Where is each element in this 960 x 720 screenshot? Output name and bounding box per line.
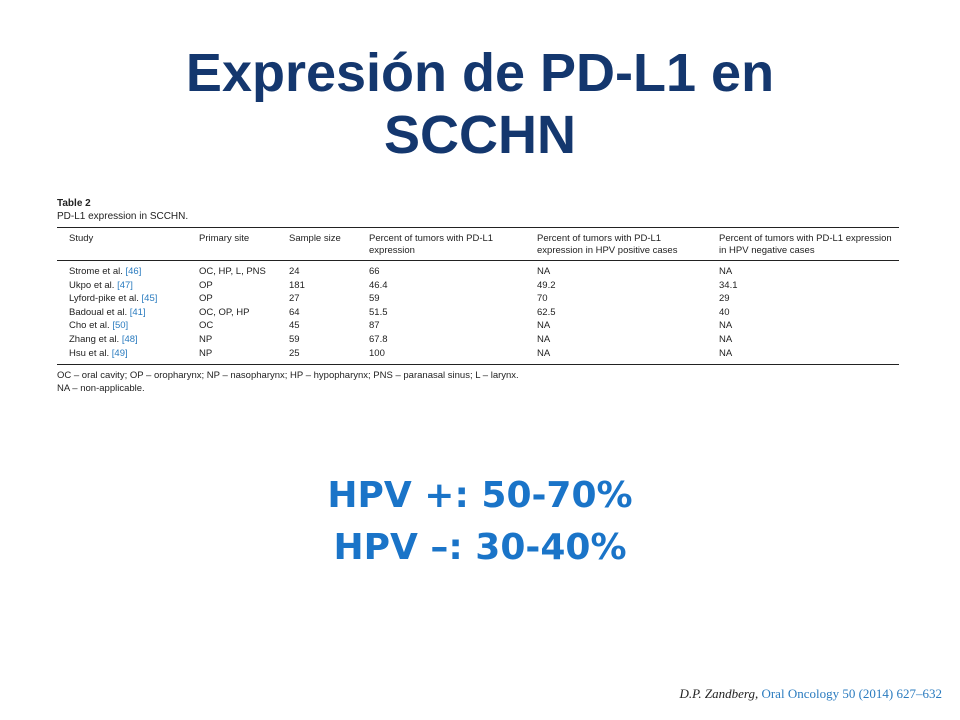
cell-sample-size: 181 <box>289 279 305 291</box>
cell-sample-size: 45 <box>289 320 300 332</box>
cell-sample-size: 64 <box>289 306 300 318</box>
cell-site: OC <box>199 320 214 332</box>
table-row <box>57 306 899 320</box>
cell-site: OP <box>199 279 213 291</box>
cell-sample-size: 59 <box>289 333 300 345</box>
reference-link[interactable]: [47] <box>117 279 133 291</box>
cell-percent: 59 <box>369 293 380 305</box>
cell-hpv-positive: 49.2 <box>537 279 556 291</box>
table-row <box>57 279 899 293</box>
cell-study: Strome et al. [46] <box>69 266 142 277</box>
cell-study: Hsu et al. [49] <box>57 347 187 365</box>
slide-title-line1: Expresión de PD-L1 en <box>185 43 775 103</box>
slide-title <box>0 42 960 166</box>
cell-hpv-negative: NA <box>707 347 899 365</box>
header-study: Study <box>57 228 187 261</box>
reference-link[interactable]: [46] <box>125 266 142 277</box>
cell-hpv-positive: NA <box>537 320 551 332</box>
cell-study: Badoual et al. [41] <box>69 306 146 318</box>
reference-link[interactable]: [45] <box>141 293 158 305</box>
cell-hpv-negative: 34.1 <box>719 279 738 291</box>
cell-percent: 51.5 <box>369 306 388 318</box>
cell-hpv-positive: 62.5 <box>537 306 556 318</box>
cell-site: NP <box>199 333 213 345</box>
cell-hpv-negative: 29 <box>719 293 730 305</box>
cell-percent: 67.8 <box>369 333 388 345</box>
hpv-negative-summary: HPV –: 30-40% <box>333 527 627 568</box>
cell-hpv-negative: 40 <box>719 306 730 318</box>
cell-sample-size: 25 <box>277 347 357 365</box>
table-figure <box>57 198 899 395</box>
cell-hpv-positive: NA <box>537 333 551 345</box>
cell-hpv-positive: 70 <box>537 293 548 305</box>
slide-title-line2: SCCHN <box>383 105 576 165</box>
cell-hpv-negative: NA <box>719 333 733 345</box>
cell-hpv-positive: NA <box>537 266 551 277</box>
footnote-abbreviations: OC – oral cavity; OP – oropharynx; NP – nasopharynx; HP – hypopharynx; PNS – paranasal sinus; L – larynx. <box>57 370 519 382</box>
reference-link[interactable]: [48] <box>121 333 138 345</box>
cell-sample-size: 27 <box>289 293 300 305</box>
cell-site: OC, HP, L, PNS <box>199 266 266 277</box>
table-caption: PD-L1 expression in SCCHN. <box>57 211 189 222</box>
hpv-positive-summary: HPV +: 50-70% <box>327 475 633 516</box>
citation <box>679 686 942 702</box>
header-primary-site: Primary site <box>187 228 277 261</box>
reference-link[interactable]: [49] <box>111 347 128 359</box>
reference-link[interactable]: [41] <box>129 306 146 318</box>
table-footnote <box>57 369 899 395</box>
citation-journal[interactable]: Oral Oncology 50 (2014) 627–632 <box>761 686 942 701</box>
table-label: Table 2 <box>57 198 91 209</box>
header-pdl1-expression: Percent of tumors with PD-L1 expression <box>357 228 525 261</box>
reference-link[interactable]: [50] <box>112 320 129 332</box>
table-row <box>57 333 899 347</box>
table-row <box>57 347 899 365</box>
cell-sample-size: 24 <box>289 266 300 277</box>
cell-hpv-negative: NA <box>719 266 733 277</box>
cell-percent: 100 <box>357 347 525 365</box>
cell-percent: 46.4 <box>369 279 388 291</box>
cell-hpv-positive: NA <box>525 347 707 365</box>
table-header-row <box>57 228 899 261</box>
cell-site: OC, OP, HP <box>199 306 250 318</box>
table-row <box>57 319 899 333</box>
cell-percent: 87 <box>369 320 380 332</box>
cell-site: OP <box>199 293 213 305</box>
header-hpv-negative: Percent of tumors with PD-L1 expression in HPV negative cases <box>707 228 899 261</box>
cell-study: Lyford-pike et al. [45] <box>69 293 158 305</box>
cell-site: NP <box>187 347 277 365</box>
pd-l1-expression-table <box>57 227 899 365</box>
table-row <box>57 292 899 306</box>
header-sample-size: Sample size <box>277 228 357 261</box>
cell-study: Ukpo et al. [47] <box>69 279 133 291</box>
cell-study: Cho et al. [50] <box>69 320 129 332</box>
cell-percent: 66 <box>369 266 380 277</box>
cell-hpv-negative: NA <box>719 320 733 332</box>
footnote-na: NA – non-applicable. <box>57 383 145 395</box>
cell-study: Zhang et al. [48] <box>69 333 138 345</box>
hpv-summary <box>0 470 960 574</box>
citation-author: D.P. Zandberg, <box>679 686 759 701</box>
header-hpv-positive: Percent of tumors with PD-L1 expression in HPV positive cases <box>525 228 707 261</box>
table-row <box>57 261 899 279</box>
